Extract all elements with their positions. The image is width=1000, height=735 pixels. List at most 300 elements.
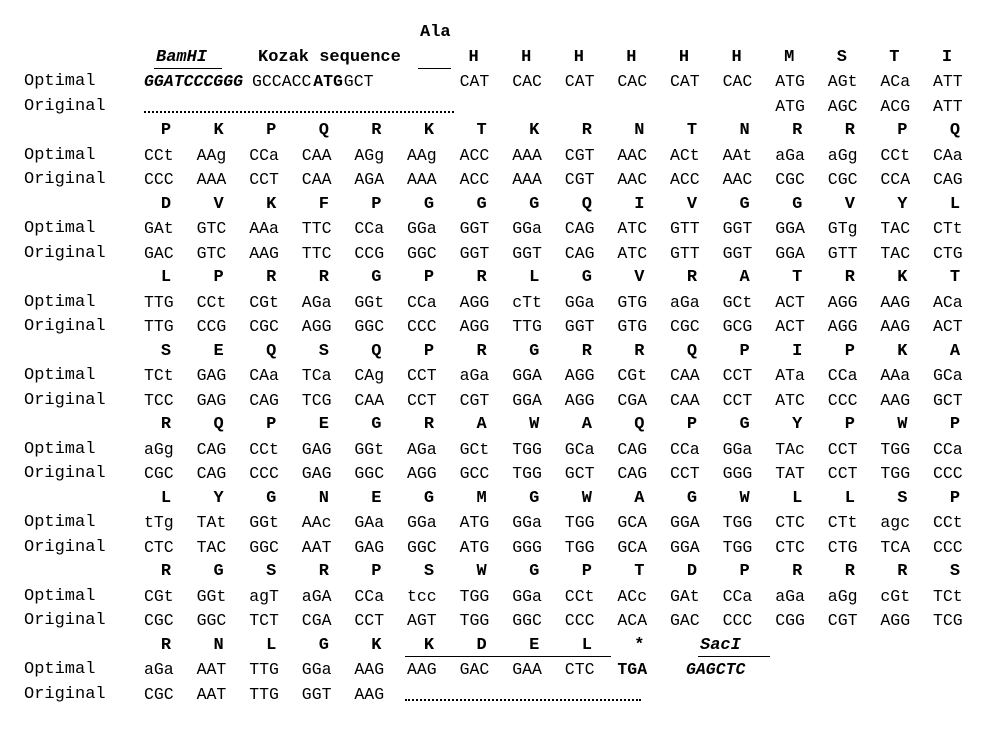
codon: CGt: [144, 586, 174, 606]
amino-acid: D: [686, 562, 698, 581]
amino-acid: R: [423, 415, 435, 434]
codon: CCa: [249, 145, 279, 165]
codon: GGT: [564, 317, 595, 336]
codon: CCa: [407, 292, 437, 312]
row-label-original: Original: [24, 317, 106, 336]
header-labels-row: [0, 47, 1000, 71]
original-row: [0, 684, 1000, 708]
amino-acid: T: [686, 121, 698, 140]
codon: ATC: [617, 219, 648, 238]
amino-acid: S: [160, 341, 172, 361]
amino-acid: S: [949, 562, 961, 581]
codon: GGA: [775, 243, 805, 263]
codon: ATG: [459, 513, 490, 532]
gap-dotted-line: [405, 699, 641, 701]
codon: CAG: [933, 170, 963, 189]
codon: AGG: [564, 390, 595, 410]
codon: CCT: [407, 366, 437, 385]
codon: GAG: [196, 390, 227, 410]
row-label-optimal: Optimal: [24, 439, 96, 459]
amino-acid: V: [844, 194, 855, 214]
codon: AAt: [722, 145, 753, 165]
codon: CCT: [407, 390, 437, 410]
codon: GGa: [407, 513, 437, 532]
codon: TCt: [144, 366, 174, 385]
codon: ACC: [459, 170, 490, 189]
amino-acid: Q: [949, 121, 961, 140]
optimal-row: [0, 292, 1000, 316]
amino-acid: N: [634, 121, 645, 140]
amino-acid: H: [678, 47, 690, 67]
amino-acid: R: [897, 562, 908, 581]
amino-acid: Y: [897, 194, 908, 214]
codon: CGC: [144, 611, 174, 630]
codon: CCT: [827, 439, 858, 459]
amino-acid: P: [160, 121, 172, 140]
amino-acid: P: [949, 415, 961, 434]
codon: CAa: [933, 145, 963, 165]
amino-acid: T: [889, 47, 900, 67]
codon: AGa: [301, 292, 332, 312]
codon: GCC: [459, 464, 490, 483]
codon: GTT: [670, 219, 700, 238]
codon: AGA: [354, 170, 385, 189]
codon: GGT: [722, 243, 753, 263]
codon: CCT: [722, 390, 753, 410]
codon: GTT: [827, 243, 858, 263]
row-label-optimal: Optimal: [24, 72, 96, 91]
codon: GGa: [512, 219, 542, 238]
codon: CTC: [775, 537, 805, 557]
kdel-overline: [405, 656, 611, 657]
codon: CCC: [933, 537, 963, 557]
codon: CGG: [775, 611, 805, 630]
amino-acid: S: [897, 488, 908, 508]
codon: AAT: [196, 684, 227, 704]
codon: CGA: [301, 611, 332, 630]
codon: CCt: [564, 586, 595, 606]
codon: GGT: [301, 684, 332, 704]
codon: TGG: [722, 537, 753, 557]
codon: CTG: [933, 243, 963, 263]
codon: ACa: [880, 72, 911, 91]
amino-acid-row: [0, 488, 1000, 512]
codon: AAG: [354, 660, 385, 679]
codon: CCt: [144, 145, 174, 165]
codon: tTg: [144, 513, 174, 532]
codon: GGa: [722, 439, 753, 459]
original-row: [0, 390, 1000, 414]
codon: GGt: [354, 439, 385, 459]
codon: GGC: [249, 537, 279, 557]
codon: CAG: [196, 439, 227, 459]
amino-acid: E: [213, 341, 224, 361]
codon: AGG: [880, 611, 911, 630]
amino-acid: L: [160, 268, 172, 287]
amino-acid: L: [266, 635, 277, 655]
amino-acid: G: [529, 341, 540, 361]
codon: TAC: [880, 243, 911, 263]
codon: aGA: [301, 586, 332, 606]
optimal-row: [0, 365, 1000, 389]
optimal-row: [0, 512, 1000, 536]
saci-site-sequence: GAGCTC: [686, 660, 746, 679]
codon: CAa: [249, 366, 279, 385]
codon: aGa: [670, 292, 700, 312]
optimal-row: [0, 145, 1000, 169]
codon: CAG: [564, 219, 595, 238]
amino-acid: T: [949, 268, 961, 287]
codon: CGT: [564, 170, 595, 189]
codon: GGA: [512, 390, 542, 410]
optimal-row: [0, 586, 1000, 610]
codon: GGT: [459, 219, 490, 238]
amino-acid: G: [581, 268, 592, 287]
amino-acid: R: [634, 341, 645, 361]
amino-acid: H: [731, 47, 742, 67]
codon: TTC: [301, 243, 332, 263]
codon: AGt: [827, 72, 858, 91]
row-label-optimal: Optimal: [24, 366, 96, 385]
codon: AAT: [196, 660, 227, 679]
codon: CCT: [249, 170, 279, 189]
amino-acid: R: [318, 268, 329, 287]
codon: ACa: [933, 292, 963, 312]
codon: aGg: [827, 586, 858, 606]
amino-acid: G: [529, 488, 540, 508]
codon: TTC: [301, 219, 332, 238]
codon: CTC: [564, 660, 595, 679]
amino-acid: K: [213, 121, 224, 140]
codon: TAC: [880, 219, 911, 238]
amino-acid: I: [634, 194, 645, 214]
codon: TTG: [249, 684, 279, 704]
codon: TAt: [196, 513, 227, 532]
codon: CCT: [827, 464, 858, 483]
amino-acid: N: [318, 488, 329, 508]
codon: CGC: [670, 317, 700, 336]
codon: GGa: [512, 513, 542, 532]
codon: GGt: [354, 292, 385, 312]
codon: TGG: [564, 537, 595, 557]
row-label-original: Original: [24, 96, 106, 116]
amino-acid: W: [476, 562, 487, 581]
amino-acid: E: [318, 415, 329, 434]
codon: CCt: [933, 513, 963, 532]
row-label-optimal: Optimal: [24, 660, 96, 679]
amino-acid: R: [844, 268, 855, 287]
amino-acid: M: [476, 488, 487, 508]
amino-acid: V: [686, 194, 698, 214]
codon: CCt: [249, 439, 279, 459]
optimal-row: [0, 218, 1000, 242]
row-label-original: Original: [24, 537, 106, 557]
amino-acid-row: [0, 267, 1000, 291]
codon: TTG: [144, 317, 174, 336]
codon: ATT: [933, 72, 963, 91]
row-label-original: Original: [24, 464, 106, 483]
amino-acid: E: [371, 488, 382, 508]
codon: CGC: [249, 317, 279, 336]
codon: AAC: [617, 145, 648, 165]
amino-acid: I: [941, 47, 953, 67]
amino-acid: R: [476, 268, 487, 287]
amino-acid-row: [0, 341, 1000, 365]
start-codon: ATG: [313, 72, 343, 91]
amino-acid: T: [476, 121, 487, 140]
gap-dotted-line: [144, 111, 454, 113]
row-label-optimal: Optimal: [24, 586, 96, 606]
amino-acid: R: [160, 635, 172, 655]
codon: CGT: [827, 611, 858, 630]
codon: GAG: [196, 366, 227, 385]
amino-acid: G: [529, 194, 540, 214]
amino-acid: K: [897, 268, 908, 287]
amino-acid: P: [266, 121, 277, 140]
codon: AAc: [301, 513, 332, 532]
amino-acid: G: [739, 415, 750, 434]
amino-acid: L: [581, 635, 592, 655]
amino-acid: P: [581, 562, 592, 581]
codon: ACT: [933, 317, 963, 336]
codon: ACc: [617, 586, 648, 606]
codon: ACC: [670, 170, 700, 189]
codon: CCt: [880, 145, 911, 165]
amino-acid: H: [468, 47, 479, 67]
original-row: [0, 316, 1000, 340]
codon: CTG: [827, 537, 858, 557]
amino-acid: F: [318, 194, 329, 214]
codon: GGt: [249, 513, 279, 532]
amino-acid: P: [213, 268, 224, 287]
ala-codon: GCT: [343, 72, 374, 91]
ala-label: Ala: [420, 23, 451, 42]
amino-acid: K: [266, 194, 277, 214]
amino-acid: Y: [792, 415, 803, 434]
codon: CAC: [512, 72, 542, 91]
codon: CCT: [722, 366, 753, 385]
codon: ATa: [775, 366, 805, 385]
codon: GCt: [459, 439, 490, 459]
amino-acid: P: [897, 121, 908, 140]
codon: TCG: [933, 611, 963, 630]
codon: GGC: [407, 537, 437, 557]
amino-acid: P: [739, 562, 750, 581]
codon: AGa: [407, 439, 437, 459]
codon: TAc: [775, 439, 805, 459]
codon: GGa: [407, 219, 437, 238]
codon: AAA: [512, 145, 542, 165]
codon: AAG: [880, 390, 911, 410]
codon: ACG: [880, 96, 911, 116]
codon: TAC: [196, 537, 227, 557]
amino-acid: R: [266, 268, 277, 287]
codon: CGC: [144, 464, 174, 483]
amino-acid: W: [897, 415, 908, 434]
amino-acid: R: [160, 562, 172, 581]
codon: aGa: [775, 145, 805, 165]
amino-acid: V: [634, 268, 645, 287]
codon: TCT: [249, 611, 279, 630]
codon: CAT: [670, 72, 700, 91]
codon: GGC: [354, 317, 385, 336]
codon: GAA: [512, 660, 542, 679]
codon: GGt: [196, 586, 227, 606]
amino-acid: Q: [213, 415, 224, 434]
codon: AAG: [407, 660, 437, 679]
codon: TCA: [880, 537, 911, 557]
codon: GGA: [512, 366, 542, 385]
codon: AAG: [880, 317, 911, 336]
codon: GAt: [670, 586, 700, 606]
codon: GCG: [722, 317, 753, 336]
amino-acid: R: [581, 341, 592, 361]
codon: CAA: [301, 145, 332, 165]
amino-acid: G: [686, 488, 698, 508]
kozak-sequence-label: Kozak sequence: [258, 47, 401, 67]
codon: ATG: [459, 537, 490, 557]
bamhi-underline: [154, 68, 222, 69]
amino-acid: R: [792, 562, 803, 581]
codon: CCG: [354, 243, 385, 263]
codon: AAG: [880, 292, 911, 312]
row-label-optimal: Optimal: [24, 219, 96, 238]
codon: GCT: [564, 464, 595, 483]
row-label-optimal: Optimal: [24, 292, 96, 312]
amino-acid-row: [0, 561, 1000, 585]
codon: CGt: [617, 366, 648, 385]
codon: CTC: [775, 513, 805, 532]
amino-acid: D: [476, 635, 487, 655]
amino-acid: M: [784, 47, 795, 67]
codon: ACC: [459, 145, 490, 165]
row-label-original: Original: [24, 170, 106, 189]
codon: GGC: [196, 611, 227, 630]
codon: GGA: [775, 219, 805, 238]
amino-acid: T: [792, 268, 803, 287]
amino-acid: Q: [318, 121, 329, 140]
original-row: [0, 169, 1000, 193]
amino-acid-row: [0, 120, 1000, 144]
codon: AGG: [459, 317, 490, 336]
codon: CAA: [354, 390, 385, 410]
codon: CCT: [670, 464, 700, 483]
amino-acid: W: [581, 488, 592, 508]
codon: AGG: [827, 292, 858, 312]
codon: CCG: [196, 317, 227, 336]
amino-acid: L: [792, 488, 803, 508]
codon: AAA: [407, 170, 437, 189]
codon: GTT: [670, 243, 700, 263]
codon: AGT: [407, 611, 437, 630]
codon: GTC: [196, 243, 227, 263]
codon: aGa: [775, 586, 805, 606]
codon: TCC: [144, 390, 174, 410]
amino-acid: W: [739, 488, 750, 508]
codon: CAA: [670, 390, 700, 410]
codon: AGC: [827, 96, 858, 116]
amino-acid: R: [160, 415, 172, 434]
amino-acid: I: [792, 341, 803, 361]
codon: CCC: [827, 390, 858, 410]
amino-acid: R: [686, 268, 698, 287]
amino-acid: G: [266, 488, 277, 508]
amino-acid: R: [581, 121, 592, 140]
codon: CGT: [459, 390, 490, 410]
amino-acid-row: [0, 194, 1000, 218]
codon: CCa: [354, 219, 385, 238]
codon: TCG: [301, 390, 332, 410]
codon: TGG: [512, 439, 542, 459]
codon: GAG: [354, 537, 385, 557]
amino-acid: G: [423, 194, 435, 214]
amino-acid: N: [739, 121, 750, 140]
codon: TCa: [301, 366, 332, 385]
codon: GCa: [564, 439, 595, 459]
amino-acid: D: [160, 194, 172, 214]
codon: CCT: [354, 611, 385, 630]
codon: CCC: [722, 611, 753, 630]
codon: GGG: [512, 537, 542, 557]
codon: CAC: [722, 72, 753, 91]
codon: GAC: [459, 660, 490, 679]
bamhi-label: BamHI: [156, 47, 208, 67]
codon: ACt: [670, 145, 700, 165]
amino-acid: S: [266, 562, 277, 581]
amino-acid: L: [949, 194, 961, 214]
codon: CGC: [827, 170, 858, 189]
codon: CAT: [564, 72, 595, 91]
codon: cTt: [512, 292, 542, 312]
codon: CAA: [301, 170, 332, 189]
codon: GGC: [407, 243, 437, 263]
codon: AAT: [301, 537, 332, 557]
codon: ATC: [617, 243, 648, 263]
amino-acid: G: [529, 562, 540, 581]
codon: AAG: [354, 684, 385, 704]
codon: AAC: [617, 170, 648, 189]
codon: GGa: [301, 660, 332, 679]
codon: CGt: [249, 292, 279, 312]
amino-acid: P: [686, 415, 698, 434]
amino-acid: H: [521, 47, 532, 67]
codon: CAG: [249, 390, 279, 410]
codon: GGT: [459, 243, 490, 263]
amino-acid: L: [529, 268, 540, 287]
amino-acid: E: [529, 635, 540, 655]
codon: TGG: [564, 513, 595, 532]
amino-acid: K: [371, 635, 382, 655]
amino-acid-row: [0, 635, 1000, 659]
codon: CCa: [827, 366, 858, 385]
amino-acid: R: [844, 562, 855, 581]
kozak-underline: [418, 68, 451, 69]
codon: AGG: [407, 464, 437, 483]
codon: ATG: [775, 96, 805, 116]
amino-acid: G: [476, 194, 487, 214]
amino-acid: A: [949, 341, 961, 361]
amino-acid: R: [844, 121, 855, 140]
codon: ACA: [617, 611, 648, 630]
codon: CAG: [196, 464, 227, 483]
amino-acid: P: [844, 341, 855, 361]
codon: GGA: [670, 537, 700, 557]
codon: AGG: [459, 292, 490, 312]
codon: GAa: [354, 513, 385, 532]
saci-label: SacI: [700, 635, 741, 655]
codon: GCt: [722, 292, 753, 312]
codon: AGG: [827, 317, 858, 336]
